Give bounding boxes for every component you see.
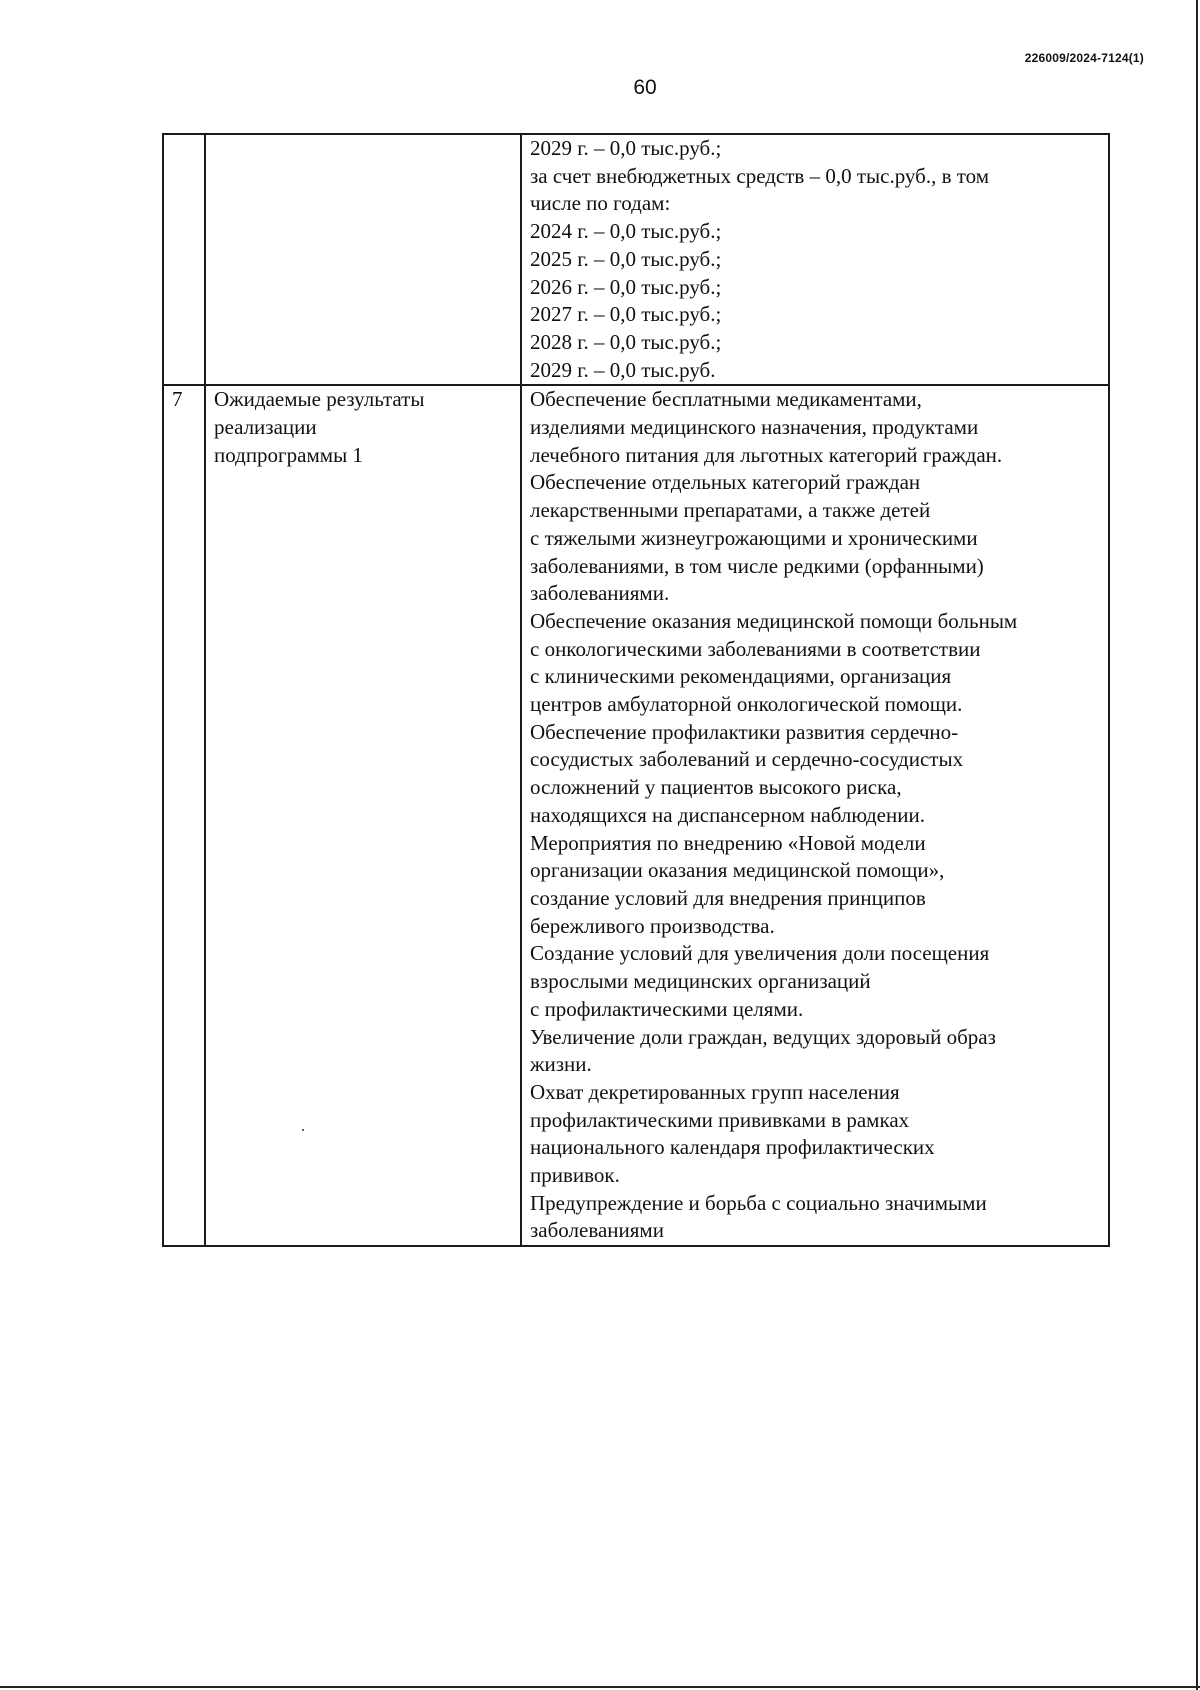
table-row [163, 385, 1109, 1246]
content-line: Обеспечение профилактики развития сердечно- [530, 719, 959, 744]
row-content-cell [521, 385, 1109, 1246]
content-line: профилактическими прививками в рамках [530, 1107, 910, 1132]
content-line: осложнений у пациентов высокого риска, [530, 775, 902, 800]
label-line: Ожидаемые результаты [214, 387, 425, 412]
table-row [163, 134, 1109, 385]
content-line: 2029 г. – 0,0 тыс.руб. [530, 357, 716, 382]
content-line: изделиями медицинского назначения, продуктами [530, 415, 979, 440]
page-number: 60 [633, 76, 657, 99]
row-label-cell [205, 134, 521, 385]
content-line: числе по годам: [530, 191, 671, 216]
content-line: Создание условий для увеличения доли посещения [530, 941, 990, 966]
content-line: Мероприятия по внедрению «Новой модели [530, 830, 926, 855]
row-number-cell: 7 [163, 385, 205, 1246]
content-line: заболеваниями [530, 1218, 664, 1243]
content-line: Охват декретированных групп населения [530, 1079, 900, 1104]
scan-speck [302, 1129, 304, 1131]
content-line: 2028 г. – 0,0 тыс.руб.; [530, 329, 722, 354]
content-line: с профилактическими целями. [530, 996, 804, 1021]
content-line: Предупреждение и борьба с социально значимыми [530, 1190, 987, 1215]
document-registration-number: 226009/2024-7124(1) [1024, 51, 1144, 65]
content-line: 2027 г. – 0,0 тыс.руб.; [530, 302, 722, 327]
program-table [162, 133, 1110, 1247]
content-line: лечебного питания для льготных категорий граждан. [530, 442, 1003, 467]
content-line: создание условий для внедрения принципов [530, 885, 926, 910]
content-line: находящихся на диспансерном наблюдении. [530, 802, 925, 827]
content-line: с онкологическими заболеваниями в соответствии [530, 636, 981, 661]
content-line: лекарственными препаратами, а также детей [530, 498, 931, 523]
label-line: подпрограммы 1 [214, 442, 363, 467]
content-line: Обеспечение оказания медицинской помощи больным [530, 608, 1018, 633]
scan-bottom-border [0, 1686, 1200, 1688]
content-line: Увеличение доли граждан, ведущих здоровый образ [530, 1024, 996, 1049]
content-line: национального календаря профилактических [530, 1135, 935, 1160]
content-line: центров амбулаторной онкологической помощи. [530, 692, 963, 717]
content-line: бережливого производства. [530, 913, 775, 938]
content-line: за счет внебюджетных средств – 0,0 тыс.руб., в том [530, 163, 990, 188]
content-line: 2026 г. – 0,0 тыс.руб.; [530, 274, 722, 299]
scan-right-border [1196, 0, 1198, 1690]
content-line: организации оказания медицинской помощи», [530, 858, 945, 883]
content-line: 2024 г. – 0,0 тыс.руб.; [530, 219, 722, 244]
label-line: реализации [214, 415, 317, 440]
row-content-cell [521, 134, 1109, 385]
row-label-cell [205, 385, 521, 1246]
content-line: сосудистых заболеваний и сердечно-сосудистых [530, 747, 964, 772]
content-line: заболеваниями. [530, 581, 670, 606]
content-line: Обеспечение бесплатными медикаментами, [530, 387, 922, 412]
content-line: взрослыми медицинских организаций [530, 969, 871, 994]
content-line: жизни. [530, 1052, 592, 1077]
content-line: 2025 г. – 0,0 тыс.руб.; [530, 246, 722, 271]
content-line: Обеспечение отдельных категорий граждан [530, 470, 921, 495]
content-line: прививок. [530, 1163, 620, 1188]
row-number-cell [163, 134, 205, 385]
content-line: заболеваниями, в том числе редкими (орфанными) [530, 553, 984, 578]
content-line: с клиническими рекомендациями, организация [530, 664, 952, 689]
content-line: с тяжелыми жизнеугрожающими и хроническими [530, 525, 978, 550]
content-line: 2029 г. – 0,0 тыс.руб.; [530, 136, 722, 160]
